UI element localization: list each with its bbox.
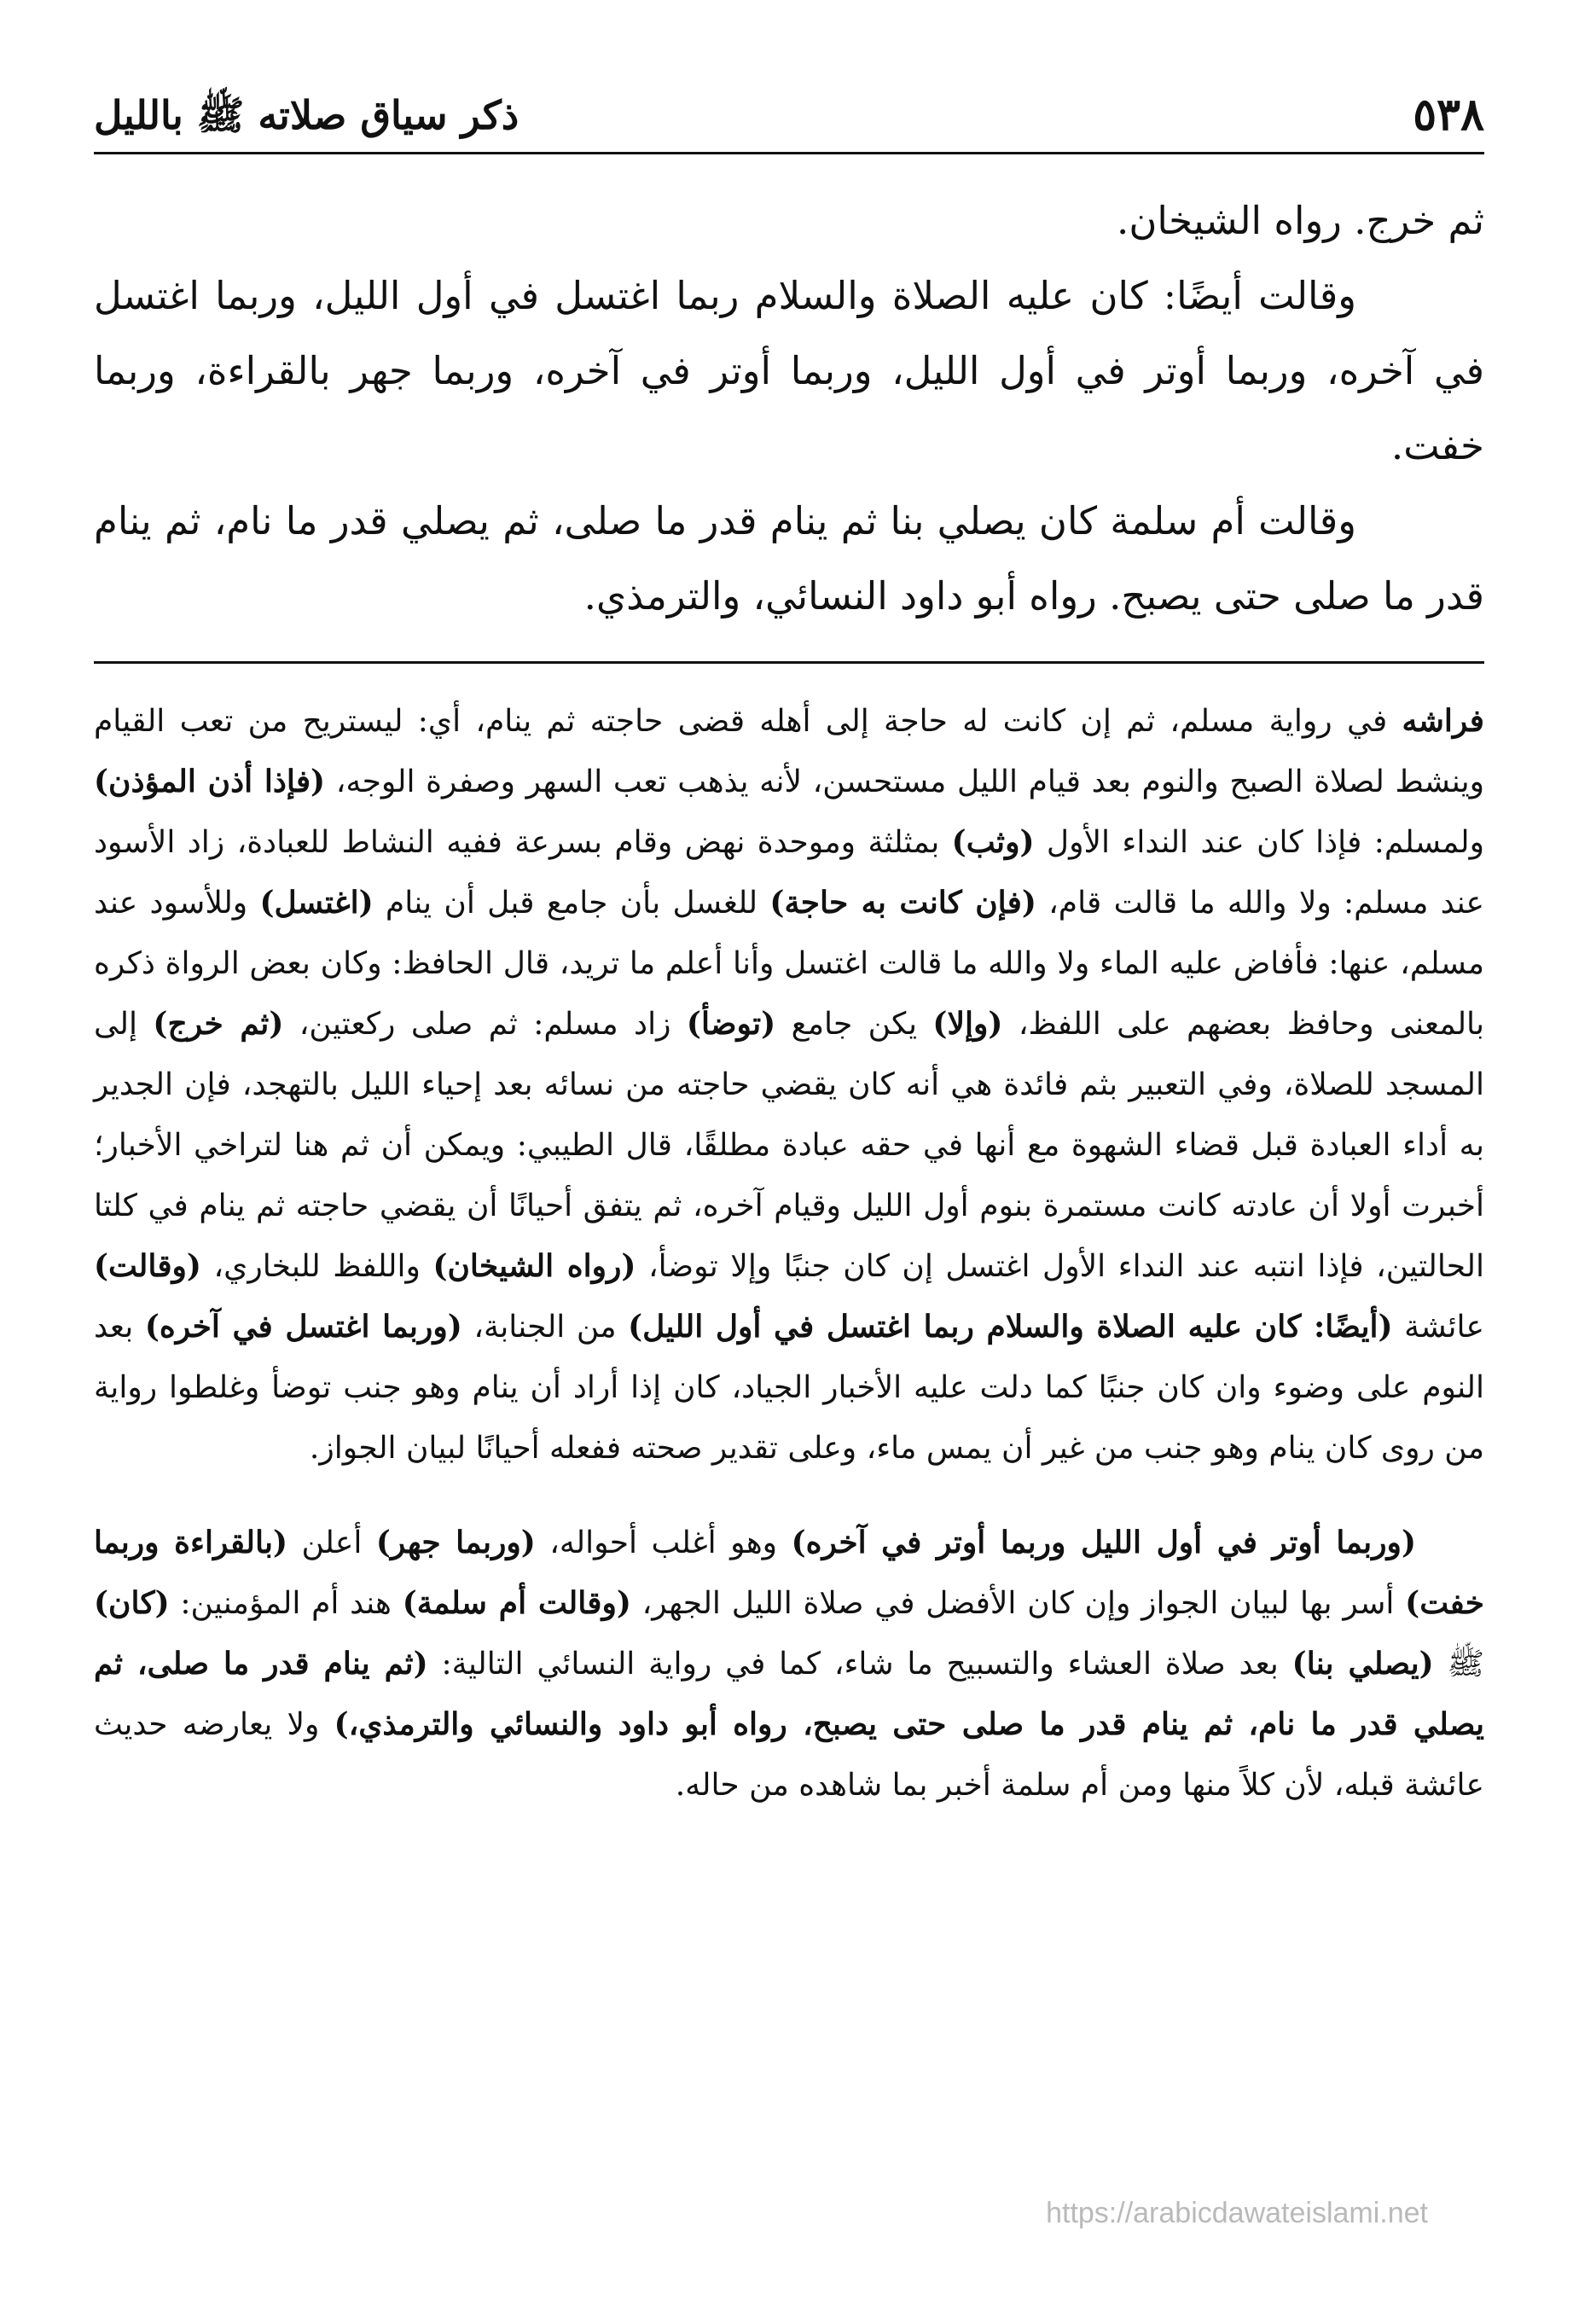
quoted-hadith-phrase: (وإلا) <box>932 1006 1003 1042</box>
running-head <box>94 81 1484 149</box>
commentary-phrase: بمثلثة وموحدة نهض وقام بسرعة ففيه النشاط للعبادة، زاد الأسود عند مسلم: ولا والله ما قالت قام، <box>94 825 1484 921</box>
commentary-paragraph-2 <box>94 1513 1484 1816</box>
commentary-phrase: هند أم المؤمنين: <box>169 1586 403 1621</box>
commentary-phrase: يكن جامع <box>775 1007 933 1042</box>
commentary-phrase: وللأسود عند مسلم، عنها: فأفاض عليه الماء ولا والله ما قالت اغتسل وأنا أعلم ما تريد، قال الحافظ: وكان بعض الرواة ذكره بالمعنى وحافظ بعضهم على اللفظ، <box>94 886 1485 1042</box>
quoted-hadith-phrase: (وقالت أم سلمة) <box>402 1585 631 1621</box>
quoted-hadith-phrase: (كان) <box>94 1585 170 1621</box>
quoted-hadith-phrase: (ثم خرج) <box>153 1006 284 1042</box>
commentary-phrase: في رواية مسلم، ثم إن كانت له حاجة إلى أهله قضى حاجته ثم ينام، أي: ليستريح من تعب القيام وينشط لصلاة الصبح والنوم بعد قيام الليل مستحسن، لأنه يذهب تعب السهر وصفرة الوجه، <box>94 704 1484 799</box>
header-rule <box>94 152 1484 154</box>
quoted-hadith-phrase: (أيضًا: كان عليه الصلاة والسلام ربما اغتسل في أول الليل) <box>628 1309 1393 1345</box>
commentary-phrase: وهو أغلب أحواله، <box>535 1525 792 1560</box>
commentary-phrase: ولمسلم: فإذا كان عند النداء الأول <box>1034 825 1484 860</box>
commentary-phrase: زاد مسلم: ثم صلى ركعتين، <box>283 1007 687 1042</box>
commentary-phrase: عائشة <box>1392 1310 1485 1345</box>
quoted-hadith-phrase: (يصلي بنا) <box>1291 1646 1434 1682</box>
quoted-hadith-phrase: (فإذا أذن المؤذن) <box>94 764 326 799</box>
commentary-phrase: ولا يعارضه حديث عائشة قبله، لأن كلاً منها ومن أم سلمة أخبر بما شاهده من حاله. <box>94 1707 1484 1803</box>
commentary-phrase: للغسل بأن جامع قبل أن ينام <box>373 886 770 921</box>
quoted-hadith-phrase: (فإن كانت به حاجة) <box>769 885 1036 921</box>
commentary-text <box>94 691 1484 1816</box>
commentary-phrase: ﷺ <box>1433 1647 1485 1682</box>
commentary-phrase: أسر بها لبيان الجواز وإن كان الأفضل في صلاة الليل الجهر، <box>630 1586 1406 1621</box>
quoted-hadith-phrase: (ثم ينام قدر ما صلى، ثم يصلي قدر ما نام، ثم ينام قدر ما صلى حتى يصبح، رواه أبو داود والنسائي والترمذي،) <box>94 1646 1485 1742</box>
matn-paragraph-umm-salama: وقالت أم سلمة كان يصلي بنا ثم ينام قدر ما صلى، ثم يصلي قدر ما نام، ثم ينام قدر ما صلى حتى يصبح. رواه أبو داود النسائي، والترمذي. <box>94 498 1484 619</box>
page-number: ٥٣٨ <box>1413 89 1484 141</box>
commentary-phrase: من الجنابة، <box>461 1310 629 1345</box>
quoted-hadith-phrase: فراشه <box>1402 703 1484 739</box>
quoted-hadith-phrase: (وربما جهر) <box>375 1525 536 1560</box>
matn-paragraph-aisha: وقالت أيضًا: كان عليه الصلاة والسلام ربما اغتسل في أول الليل، وربما اغتسل في آخره، وربما أوتر في أول الليل، وربما أوتر في آخره، وربما جهر بالقراءة، وربما خفت. <box>94 273 1484 468</box>
quoted-hadith-phrase: (وربما أوتر في أول الليل وربما أوتر في آخره) <box>791 1525 1416 1560</box>
quoted-hadith-phrase: (رواه الشيخان) <box>432 1248 636 1284</box>
quoted-hadith-phrase: (توضأ) <box>686 1006 776 1042</box>
commentary-phrase: واللفظ للبخاري، <box>200 1249 433 1284</box>
commentary-phrase: أعلن <box>287 1525 376 1560</box>
watermark-url: https://arabicdawateislami.net <box>1046 2197 1428 2229</box>
quoted-hadith-phrase: (بالقراءة وربما خفت) <box>94 1525 1485 1621</box>
running-title: ذكر سياق صلاته ﷺ بالليل <box>94 92 519 138</box>
quoted-hadith-phrase: (وثب) <box>951 824 1035 860</box>
quoted-hadith-phrase: (اغتسل) <box>259 885 374 921</box>
matn-line-1: ثم خرج. رواه الشيخان. <box>1117 198 1484 243</box>
commentary-divider <box>94 661 1484 664</box>
commentary-paragraph-1 <box>94 691 1484 1479</box>
commentary-phrase: إلى المسجد للصلاة، وفي التعبير بثم فائدة هي أنه كان يقضي حاجته من نسائه بعد إحياء الليل بالتهجد، فإن الجدير به أداء العبادة قبل قضاء الشهوة مع أنها في حقه عبادة مطلقًا، قال الطيبي: ويمكن أن ثم هنا لتراخي الأخبار؛ أخبرت أولا أن عادته كانت مستمرة بنوم أول الليل وقيام آخره، ثم يتفق أحيانًا أن يقضي حاجته ثم ينام في كلتا الحالتين، فإذا انتبه عند النداء الأول اغتسل إن كان جنبًا وإلا توضأ، <box>94 1007 1485 1284</box>
commentary-phrase: بعد صلاة العشاء والتسبيح ما شاء، كما في رواية النسائي التالية: <box>427 1647 1292 1682</box>
quoted-hadith-phrase: (وربما اغتسل في آخره) <box>144 1309 462 1345</box>
quoted-hadith-phrase: (وقالت) <box>94 1248 201 1284</box>
commentary-phrase: بعد النوم على وضوء وان كان جنبًا كما دلت عليه الأخبار الجياد، كان إذا أراد أن ينام وهو جنب توضأ وغلطوا رواية من روى كان ينام وهو جنب من غير أن يمس ماء، وعلى تقدير صحته ففعله أحيانًا لبيان الجواز. <box>94 1310 1484 1466</box>
hadith-text <box>94 183 1484 634</box>
